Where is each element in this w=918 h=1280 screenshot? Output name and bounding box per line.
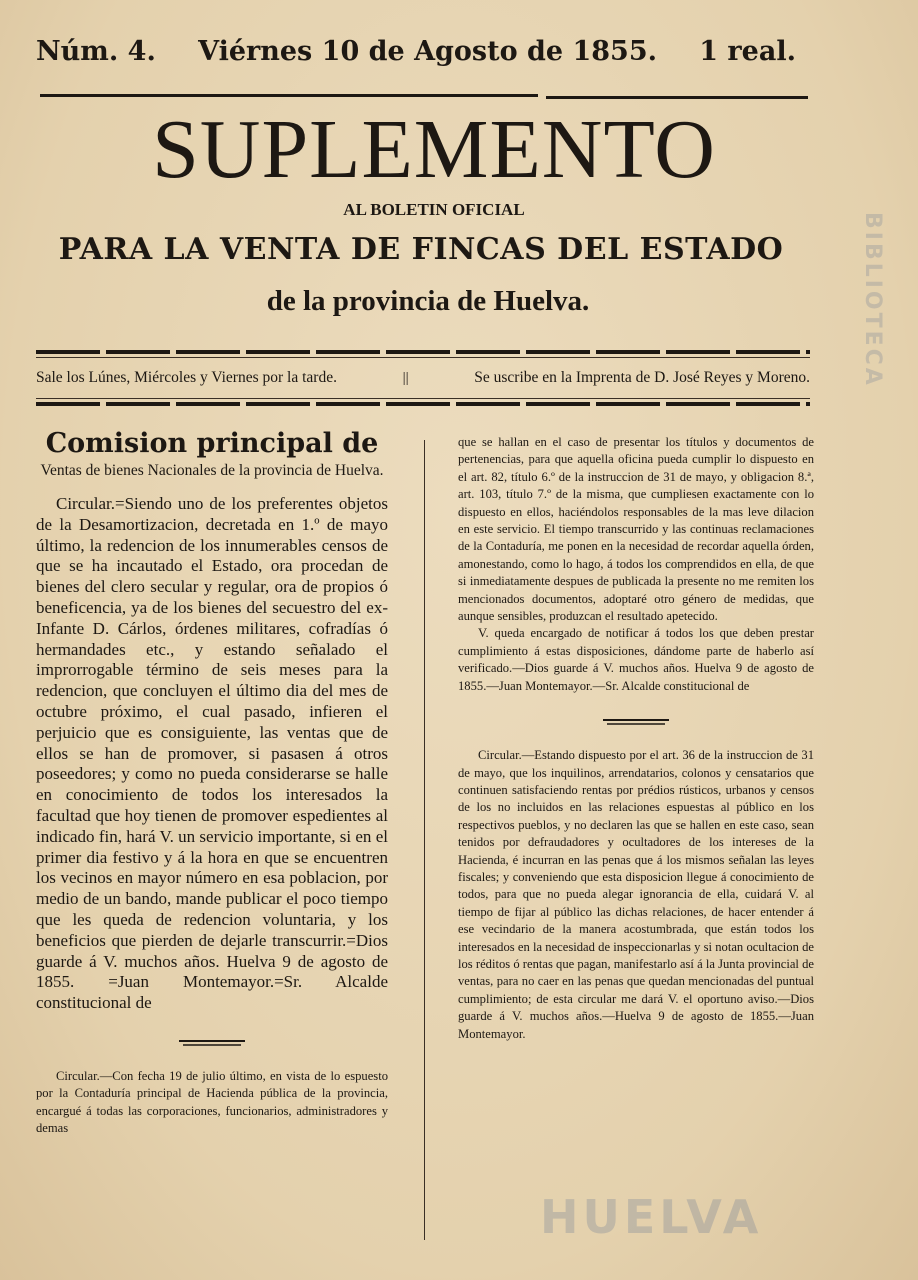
section-subheading: Ventas de bienes Nacionales de la provincia de Huelva.	[40, 462, 384, 479]
top-rule-right	[546, 96, 808, 99]
ornament-divider-left	[177, 1038, 247, 1048]
separator-bars: ||	[402, 370, 409, 386]
subscription-info	[36, 369, 810, 387]
left-column	[36, 428, 388, 1138]
continuation-text: que se hallan en el caso de presentar los títulos y documentos de pertenencias, para que aquella oficina pueda cumplir lo dispuesto en el art. 82, título 6.º de la instruccion de 31 de mayo, y obligacion 8.ª, art. 103, título 7.º de la misma, que cumpliesen exactamente con lo dispuesto en ellos, haciéndolos responsables de la mas leve dilacion en este servicio. El tiempo transcurrido y las continuas reclamaciones de la Contaduría, me ponen en la necesidad de recordar aquella órden, amonestando, como lo hago, á todos los comprendidos en ella, de que si inmediatamente despues de publicada la presente no me remiten los mencionados documentos, adoptaré otro género de medidas, que aunque sensibles, produzcan el resultado apetecido.	[458, 435, 814, 624]
newspaper-title: SUPLEMENTO	[152, 103, 716, 196]
ornamental-rule-bottom	[36, 402, 810, 406]
masthead	[36, 36, 796, 67]
circular-inquilinos: Circular.—Estando dispuesto por el art. 36 de la instruccion de 31 de mayo, que los inquilinos, arrendatarios, colonos y censatarios que continuen satisfaciendo rentas por prédios rústicos, urbanos y censos de los no incluidos en las relaciones espuestas al público en los respectivos pueblos, y no declaren las que se hallen en este caso, sean tenidos por defraudadores y ocultadores de los intereses de la Hacienda, é incurran en las penas que á los mismos señalan las leyes fiscales; y conveniendo que esta disposicion llegue á conocimiento de todos, para que no pueda alegar ignorancia de ella, cuidará V. al tiempo de fijar al público las dichas relaciones, de hacer entender á ese vecindario de la manera acostumbrada, que están todos los interesados en la necesidad de inspeccionarlas y si notan ocultacion de los réditos ó rentas que pagan, manifestarlo así á la Junta provincial de ventas, para no caer en las penas que quedan mencionadas del puntual cumplimiento; de esta circular me dará V. el oportuno aviso.—Dios guarde á V. muchos años.—Huelva 9 de agosto de 1855.—Juan Montemayor.	[458, 748, 814, 1041]
notification-paragraph: V. queda encargado de notificar á todos los que deben prestar cumplimiento á estas disposiciones, dándome parte de haberlo así verificado.—Dios guarde á V. muchos años. Huelva 9 de agosto de 1855.—Juan Montemayor.—Sr. Alcalde constitucional de	[458, 626, 814, 693]
circular-redencion-censos: Circular.=Siendo uno de los preferentes objetos de la Desamortizacion, decretada en 1.º de mayo último, la redencion de los innumerables censos de que se ha incautado el Estado, ora procedan de bienes del clero secular y regular, ora de propios ó beneficencia, ya de los bienes del secuestro del ex-Infante D. Cárlos, órdenes militares, cofradías ó hermandades etc., y estando señalado el improrrogable término de seis meses para la redencion, que concluyen el último dia del mes de octubre próximo, el cual pasado, infieren el perjuicio que es consiguiente, las ventas que de ellos se han de promover, si pasasen á otros poseedores; y como no pueda considerarse se halle en conocimiento de todos los interesados la facultad que hoy tienen de promover espedientes al indicado fin, hará V. un servicio importante, si en el primer dia festivo y á la hora en que se encuentren los vecinos en mayor número en esa poblacion, por medio de un bando, mande publicar el poco tiempo que les queda de redencion voluntaria, y los beneficios que pierden de dejarle transcurrir.=Dios guarde á V. muchos años. Huelva 9 de agosto de 1855. =Juan Montemayor.=Sr. Alcalde constitucional de	[36, 494, 388, 1013]
section-heading: Comision principal de	[45, 428, 379, 459]
right-column	[458, 434, 814, 1043]
issue-date: Viérnes 10 de Agosto de 1855.	[198, 36, 658, 67]
subtitle-boletin: AL BOLETIN OFICIAL	[343, 200, 525, 219]
circular-contaduria: Circular.—Con fecha 19 de julio último, en vista de lo espuesto por la Contaduría principal de Hacienda pública de la provincia, encargué á todas las corporaciones, funcionarios, administradores y demas	[36, 1068, 388, 1136]
top-rule-left	[40, 94, 538, 97]
subtitle-venta-fincas: PARA LA VENTA DE FINCAS DEL ESTADO	[58, 232, 784, 267]
ornamental-rule-top	[36, 350, 810, 354]
issue-number: Núm. 4.	[36, 36, 156, 67]
thin-rule-bottom	[36, 398, 810, 399]
ornament-divider-right	[601, 717, 671, 727]
printer-info: Se uscribe en la Imprenta de D. José Reyes y Moreno.	[474, 369, 810, 386]
side-watermark: BIBLIOTECA	[860, 212, 885, 388]
publication-schedule: Sale los Lúnes, Miércoles y Viernes por la tarde.	[36, 369, 337, 386]
thin-rule-top	[36, 357, 810, 358]
subtitle-provincia: de la provincia de Huelva.	[266, 285, 590, 317]
column-divider	[424, 440, 425, 1240]
library-watermark: HUELVA	[540, 1190, 763, 1244]
issue-price: 1 real.	[699, 36, 796, 67]
